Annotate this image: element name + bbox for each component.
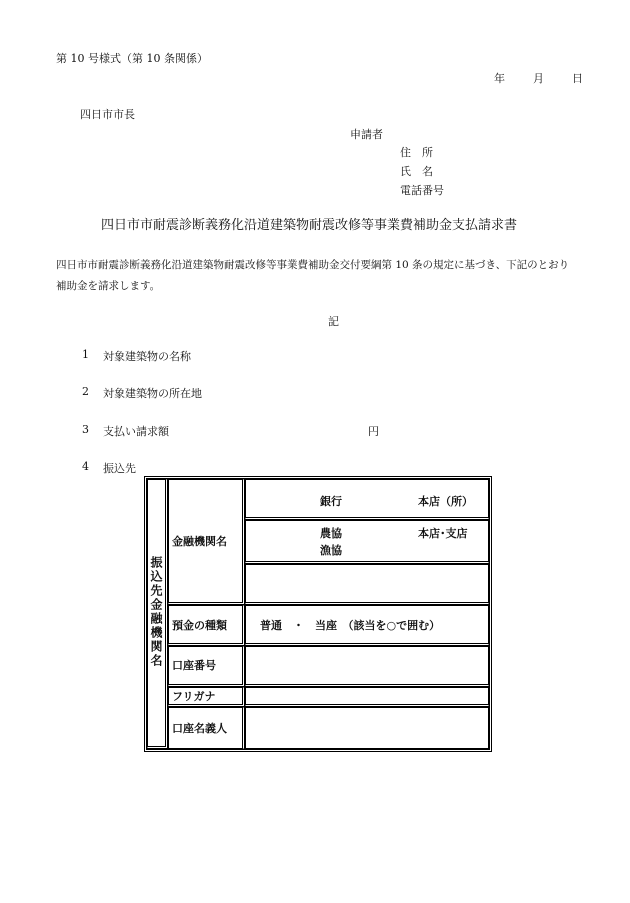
applicant-name-label: 氏 名 [400, 165, 433, 178]
account-holder-field[interactable] [245, 707, 489, 749]
institution-label: 金融機関名 [172, 534, 227, 548]
item-4-label: 振込先 [103, 462, 136, 475]
deposit-label: 預金の種類 [172, 618, 227, 632]
account-holder-label: 口座名義人 [172, 721, 227, 735]
bank-side-label-cell [147, 479, 168, 749]
form-number: 第 10 号様式（第 10 条関係） [56, 52, 208, 65]
institution-label-cell [168, 479, 245, 605]
gyokyo-label: 漁協 [320, 544, 342, 558]
item-1-number: 1 [82, 348, 89, 361]
request-body-text: 四日市市耐震診断義務化沿道建築物耐震改修等事業費補助金交付要綱第 10 条の規定に基づき、下記のとおり補助金を請求します。 [56, 259, 570, 292]
noukyo-label: 農協 [320, 527, 342, 541]
addressee: 四日市市長 [80, 108, 135, 121]
item-4-number: 4 [82, 460, 89, 473]
coop-name-cell[interactable] [245, 520, 489, 563]
bank-name-cell[interactable] [245, 479, 489, 520]
date-line [494, 70, 583, 86]
item-2-number: 2 [82, 385, 89, 398]
coop-branch-label: 本店･支店 [418, 527, 468, 541]
applicant-phone-label: 電話番号 [400, 184, 444, 197]
institution-blank-cell[interactable] [245, 564, 489, 605]
date-day: 日 [572, 72, 583, 85]
account-number-field[interactable] [245, 646, 489, 686]
furigana-label-cell [168, 687, 245, 707]
bank-side-label: 振込先金融機関名 [149, 555, 163, 668]
deposit-type-options: 普通 ・ 当座 （該当を○で囲む） [260, 618, 441, 632]
deposit-type-cell[interactable] [245, 605, 489, 646]
furigana-label: フリガナ [172, 689, 216, 703]
account-holder-label-cell [168, 707, 245, 749]
account-number-label: 口座番号 [172, 659, 216, 673]
furigana-field[interactable] [245, 687, 489, 707]
item-2-label: 対象建築物の所在地 [103, 387, 202, 400]
applicant-label: 申請者 [350, 128, 383, 141]
bank-branch-label: 本店（所） [418, 495, 473, 508]
applicant-address-label: 住 所 [400, 146, 433, 159]
deposit-label-cell [168, 605, 245, 646]
bank-type-label: 銀行 [320, 495, 342, 508]
bank-account-table [144, 476, 492, 752]
item-3-label: 支払い請求額 [103, 425, 169, 438]
item-3-unit: 円 [368, 425, 379, 438]
date-year: 年 [494, 72, 505, 85]
document-title: 四日市市耐震診断義務化沿道建築物耐震改修等事業費補助金支払請求書 [101, 218, 518, 233]
item-3-number: 3 [82, 423, 89, 436]
item-1-label: 対象建築物の名称 [103, 350, 191, 363]
date-month: 月 [533, 72, 544, 85]
account-number-label-cell [168, 646, 245, 686]
ki-heading: 記 [328, 315, 339, 328]
